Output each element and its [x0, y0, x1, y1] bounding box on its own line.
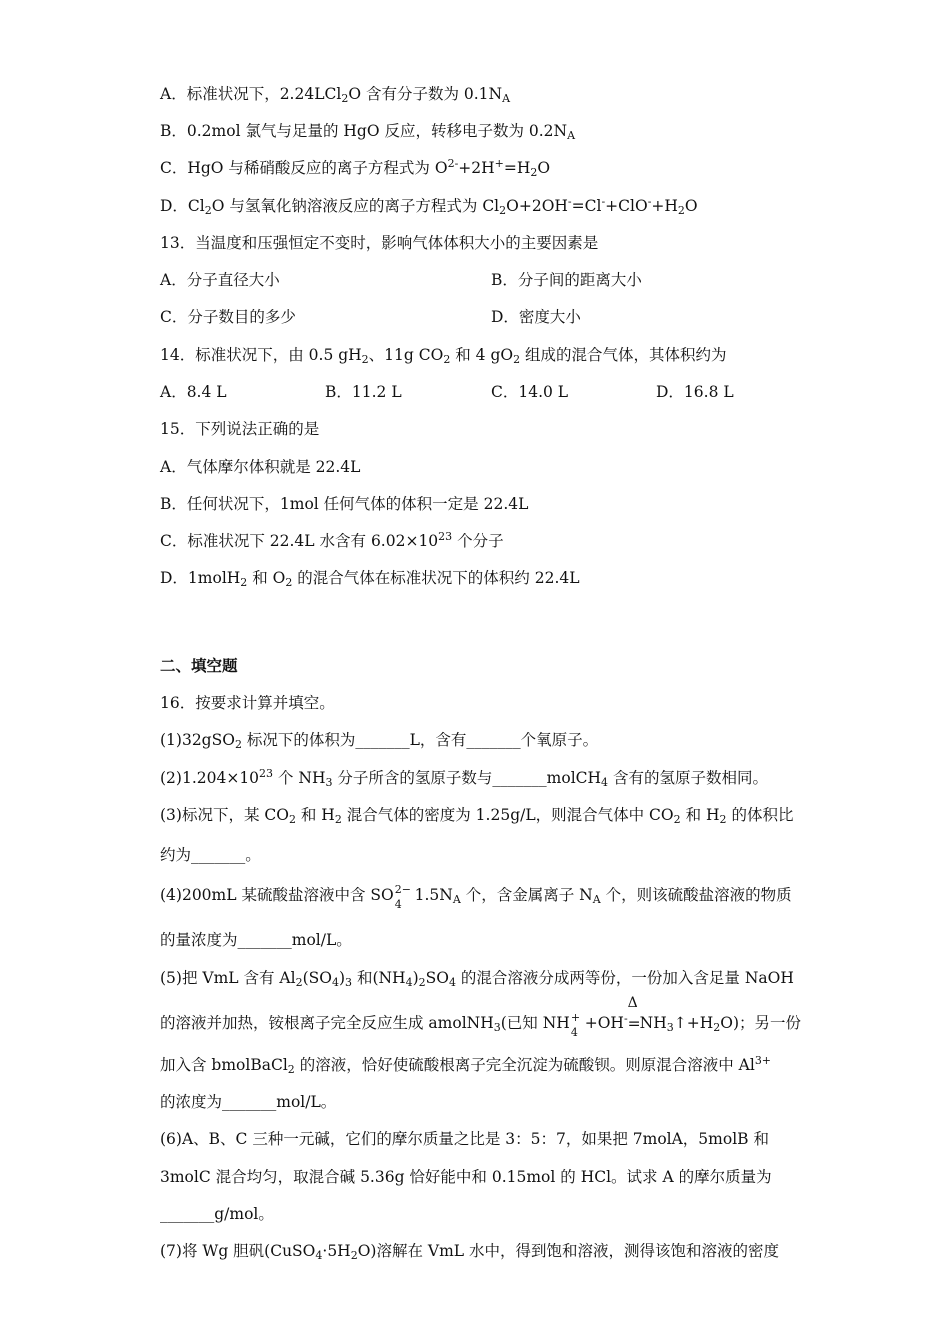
q16-part4-line1: (4)200mL 某硫酸盐溶液中含 SO 2− 4 $1.5N_A$ 个，含金属离子 $N_A$ 个，则该硫酸盐溶液的物质 — [160, 883, 792, 911]
q13-option-d: D．密度大小 — [491, 308, 581, 326]
q14-option-a: A．8.4 L — [160, 383, 227, 401]
q15-stem: 15．下列说法正确的是 — [160, 420, 320, 438]
q15-option-d: D．1molH$_2$ 和 $O_2$ 的混合气体在标准状况下的体积约 22.4L — [160, 569, 580, 589]
q13-option-b: B．分子间的距离大小 — [491, 271, 642, 289]
q12-option-d: D．$Cl_2O$ 与氢氧化钠溶液反应的离子方程式为 $Cl_2O+2OH^-=Cl^-+ClO^-+H_2O$ — [160, 195, 698, 217]
q16-part2: $(2)1.204\times 10^{23}$ 个 $NH_3$ 分子所含的氢原子数与_______molCH$_4$ 含有的氢原子数相同。 — [160, 767, 768, 789]
q16-part3-line2: 约为_______。 — [160, 846, 261, 864]
q16-stem: 16．按要求计算并填空。 — [160, 694, 335, 712]
q12-option-a: A．标准状况下，2.24LCl$_2$O 含有分子数为 $0.1N_A$ — [160, 85, 511, 105]
q12-option-c: C．HgO 与稀硝酸反应的离子方程式为 $O^{2-}+2H^+=H_2O$ — [160, 157, 551, 179]
q16-part3-line1: (3)标况下，某 $CO_2$ 和 $H_2$ 混合气体的密度为 1.25g/L，则混合气体中 $CO_2$ 和 $H_2$ 的体积比 — [160, 806, 794, 826]
q14-stem: 14．标准状况下，由 0.5 $gH_2$、11g $CO_2$ 和 4 $gO_2$ 组成的混合气体，其体积约为 — [160, 346, 727, 366]
q16-part7-line1: (7)将 Wg 胆矾$(CuSO_4\cdot 5H_2O)$溶解在 VmL 水中，得到饱和溶液，测得该饱和溶液的密度 — [160, 1242, 779, 1262]
q14-option-d: D．16.8 L — [656, 383, 734, 401]
q16-part4-line2: 的量浓度为_______mol/L。 — [160, 931, 352, 949]
q16-part6-line2: 3molC 混合均匀，取混合碱 5.36g 恰好能中和 0.15mol 的 HCl。试求 A 的摩尔质量为 — [160, 1168, 772, 1186]
q13-option-a: A．分子直径大小 — [160, 271, 280, 289]
section-heading: 二、填空题 — [160, 656, 238, 675]
q16-part6-line3: _______g/mol。 — [160, 1205, 274, 1223]
q15-option-a: A．气体摩尔体积就是 22.4L — [160, 458, 361, 476]
q16-part5-line3: 加入含 bmolBaCl$_2$ 的溶液，恰好使硫酸根离子完全沉淀为硫酸钡。则原混合溶液中 $Al^{3+}$ — [160, 1054, 772, 1076]
q13-option-c: C．分子数目的多少 — [160, 308, 296, 326]
q15-option-c: C．标准状况下 22.4L 水含有 $6.02\times 10^{23}$ 个分子 — [160, 530, 504, 550]
q16-part1: (1)32gSO$_2$ 标况下的体积为_______L，含有_______个氧原子。 — [160, 731, 599, 751]
q12-option-b: B．0.2mol 氯气与足量的 HgO 反应，转移电子数为 $0.2N_A$ — [160, 122, 576, 142]
heat-condition-symbol: Δ = — [627, 995, 641, 1033]
q16-part5-line1: (5)把 VmL 含有 $Al_2(SO_4)_3$ 和$(NH_4)_2SO_4$ 的混合溶液分成两等份，一份加入含足量 NaOH — [160, 969, 794, 989]
q16-part6-line1: (6)A、B、C 三种一元碱，它们的摩尔质量之比是 3：5：7，如果把 7molA，5molB 和 — [160, 1130, 769, 1148]
q14-option-b: B．11.2 L — [325, 383, 402, 401]
sulfate-ion-charges: 2− 4 — [394, 883, 411, 911]
q13-stem: 13．当温度和压强恒定不变时，影响气体体积大小的主要因素是 — [160, 234, 599, 252]
q16-part5-line4: 的浓度为_______mol/L。 — [160, 1093, 337, 1111]
q16-part5-line2: 的溶液并加热，铵根离子完全反应生成 amolNH$_3$(已知 NH + 4 +OH- Δ = $NH_3↑+H_2O$)；另一份 — [160, 995, 802, 1039]
q14-option-c: C．14.0 L — [491, 383, 569, 401]
ammonium-ion-charges: + 4 — [570, 1011, 581, 1039]
q15-option-b: B．任何状况下，1mol 任何气体的体积一定是 22.4L — [160, 495, 529, 513]
